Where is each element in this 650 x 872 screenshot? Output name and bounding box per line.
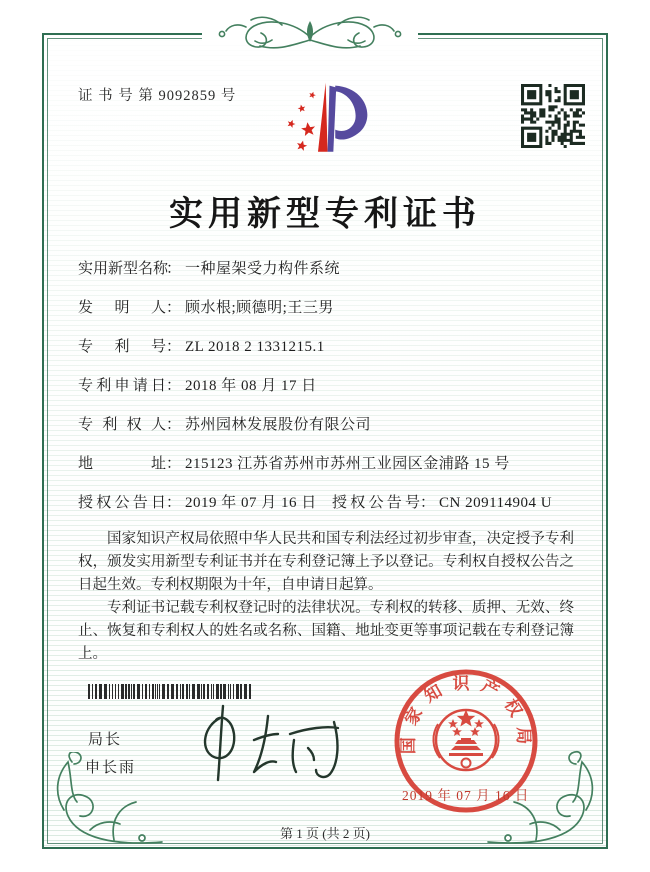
grant-date-label: 授权公告日 <box>78 495 166 511</box>
top-flourish-ornament <box>188 13 432 59</box>
field-value: 215123 江苏省苏州市苏州工业园区金浦路 15 号 <box>185 456 510 472</box>
seal-ring-text: 国家知识产权局 <box>398 674 534 755</box>
field-colon: ： <box>166 378 182 394</box>
field-colon: ： <box>166 261 182 277</box>
legal-text-block <box>78 528 574 666</box>
field-row-filing-date <box>78 374 558 395</box>
field-row-grant <box>78 491 558 512</box>
field-value: 一种屋架受力构件系统 <box>185 261 341 277</box>
field-row-name <box>78 257 558 278</box>
field-row-inventor <box>78 296 558 317</box>
field-colon: ： <box>166 495 182 511</box>
field-label: 地址 <box>78 456 166 472</box>
barcode <box>88 684 256 700</box>
field-label: 发明人 <box>78 300 166 316</box>
field-row-patent-number <box>78 335 558 356</box>
seal-date: 2019 年 07 月 16 日 <box>402 788 530 803</box>
field-colon: ： <box>166 456 182 472</box>
signer-title: 局长 <box>88 732 123 748</box>
field-colon: ： <box>166 417 182 433</box>
cnipa-logo-icon <box>272 78 387 166</box>
field-label: 专利申请日 <box>78 378 166 394</box>
national-emblem-icon <box>433 710 498 770</box>
field-row-address <box>78 452 558 473</box>
legal-paragraph-2: 专利证书记载专利权登记时的法律状况。专利权的转移、质押、无效、终止、恢复和专利权人的姓名或名称、国籍、地址变更等事项记载在专利登记簿上。 <box>78 600 574 662</box>
field-value: ZL 2018 2 1331215.1 <box>185 339 325 355</box>
signer-name: 申长雨 <box>85 760 137 776</box>
field-value: 顾水根;顾德明;王三男 <box>185 300 334 316</box>
grant-number-label: 授权公告号 <box>332 495 420 511</box>
field-label: 实用新型名称 <box>78 261 169 277</box>
field-label: 专利号 <box>78 339 166 355</box>
field-colon: ： <box>166 300 182 316</box>
page-number-footer: 第 1 页 (共 2 页) <box>280 826 370 841</box>
field-value: 2018 年 08 月 17 日 <box>185 378 317 394</box>
field-label: 专利权人 <box>78 417 166 433</box>
grant-number-value: CN 209114904 U <box>439 495 553 511</box>
field-colon: ： <box>420 495 436 511</box>
signature-handwriting <box>190 700 350 795</box>
certificate-number: 证 书 号 第 9092859 号 <box>78 88 237 104</box>
legal-paragraph-1: 国家知识产权局依照中华人民共和国专利法经过初步审查，决定授予专利权，颁发实用新型专利证书并在专利登记簿上予以登记。专利权自授权公告之日起生效。专利权期限为十年，自申请日起算。 <box>78 531 574 593</box>
corner-ornament-left <box>44 752 174 848</box>
field-value: 苏州园林发展股份有限公司 <box>185 417 372 433</box>
grant-number-group <box>332 491 552 512</box>
grant-date-value: 2019 年 07 月 16 日 <box>185 495 317 511</box>
certificate-title: 实用新型专利证书 <box>169 196 481 233</box>
field-colon: ： <box>166 339 182 355</box>
qr-code <box>521 84 585 148</box>
field-row-patentee <box>78 413 558 434</box>
